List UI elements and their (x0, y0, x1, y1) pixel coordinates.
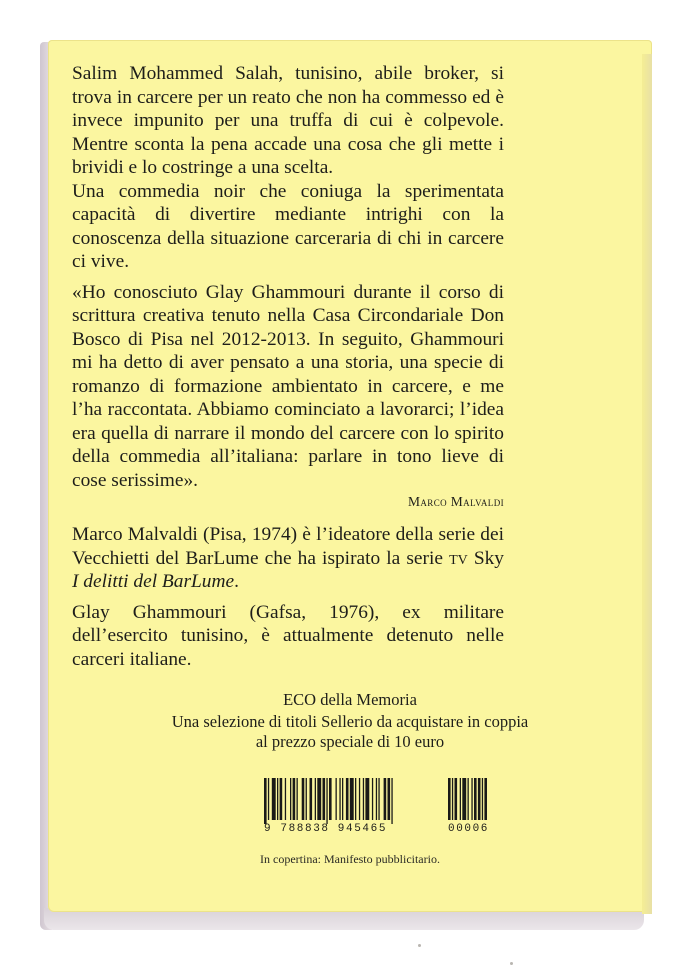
barcode-bar (277, 778, 278, 820)
barcode-addon-bar (478, 778, 481, 820)
quote-paragraph: «Ho conosciuto Glay Ghammouri durante il corso di scrittura creativa tenuto nella Casa Circondariale Don Bosco di Pisa nel 2012-2013. In seguito, Ghammouri mi ha detto di aver pensato a una storia, una specie di romanzo di formazione ambientato in carcere, e me l’ha raccontata. Abbiamo cominciato a lavorarci; l’idea era quella di narrare il mondo del carcere con lo spirito della commedia all’italiana: parlare in tono lieve di cose serissime». (72, 281, 504, 491)
barcode-addon-bar (468, 778, 469, 820)
barcode-bar (306, 778, 307, 820)
back-cover-text (72, 62, 504, 678)
barcode-bar (297, 778, 298, 820)
barcode-bar (350, 778, 354, 820)
barcode-addon-bar (484, 778, 487, 820)
bio-text: Marco Malvaldi (Pisa, 1974) è l’ideatore della serie dei Vecchietti del BarLume che ha ispirato la serie (72, 524, 504, 569)
barcode-addon-bar (462, 778, 466, 820)
barcode (262, 778, 492, 834)
barcode-bar (376, 778, 377, 820)
series-description-line2: al prezzo speciale di 10 euro (255, 732, 445, 751)
description-paragraph: Una commedia noir che coniuga la sperimentata capacità di divertire mediante intrighi con la conoscenza della situazione carceraria di chi in carcere ci vive. (72, 180, 504, 272)
quote-author (72, 492, 504, 511)
barcode-bar (264, 778, 267, 824)
barcode-bar (268, 778, 269, 820)
series-title: ECO della Memoria (283, 690, 417, 709)
barcode-bar (315, 778, 316, 820)
book-spine-edge (642, 54, 652, 914)
bio-text-end: . (234, 571, 239, 592)
author-bio-ghammouri: Glay Ghammouri (Gafsa, 1976), ex militare dell’esercito tunisino, è attualmente detenuto nelle carceri italiane. (72, 601, 504, 670)
barcode-bar (310, 778, 313, 820)
barcode-bar (326, 778, 327, 824)
barcode-addon-bar (452, 778, 453, 820)
barcode-addon-bar (482, 778, 483, 820)
bio-text-mid: Sky (467, 547, 504, 569)
barcode-bar (346, 778, 349, 820)
barcode-bar (363, 778, 364, 820)
bio-series-title: I delitti del BarLume (72, 571, 235, 592)
barcode-bar (323, 778, 326, 820)
barcode-bar (388, 778, 391, 820)
cover-credit: In copertina: Manifesto pubblicitario. (260, 852, 440, 866)
barcode-addon-bar (448, 778, 451, 820)
barcode-bar (285, 778, 286, 820)
barcode-bar (365, 778, 369, 820)
barcode-bar (329, 778, 332, 820)
barcode-bar (272, 778, 276, 820)
barcode-bar (372, 778, 373, 820)
barcode-addon-number: 00006 (448, 823, 490, 835)
barcode-number: 9 788838 945465 (264, 823, 388, 835)
barcode-bars (262, 778, 492, 824)
paper-speck (510, 962, 513, 965)
barcode-bar (280, 778, 283, 820)
barcode-bar (378, 778, 379, 820)
barcode-bar (339, 778, 340, 820)
barcode-bar (336, 778, 337, 820)
series-description (48, 712, 652, 752)
paper-speck (418, 944, 421, 947)
barcode-bar (359, 778, 360, 820)
author-bio-malvaldi (72, 523, 504, 594)
synopsis-paragraph: Salim Mohammed Salah, tunisino, abile broker, si trova in carcere per un reato che non ha commesso ed è invece impunito per una truffa di cui è colpevole. Mentre sconta la pena accade una cosa che gli mette i brividi e lo costringe a una scelta. (72, 63, 504, 178)
barcode-bar (290, 778, 291, 820)
barcode-bar (342, 778, 343, 820)
barcode-addon-bar (474, 778, 477, 820)
barcode-addon-bar (471, 778, 472, 820)
bio-tv: tv (449, 547, 468, 569)
barcode-bar (391, 778, 392, 824)
barcode-addon-bar (455, 778, 458, 820)
barcode-bar (317, 778, 321, 820)
barcode-bar (293, 778, 296, 820)
barcode-bar (384, 778, 387, 820)
barcode-addon-bar (460, 778, 461, 820)
quote-author-name: Marco Malvaldi (408, 494, 504, 509)
barcode-bar (355, 778, 356, 820)
barcode-bar (302, 778, 305, 820)
series-description-line1: Una selezione di titoli Sellerio da acquistare in coppia (171, 712, 529, 731)
